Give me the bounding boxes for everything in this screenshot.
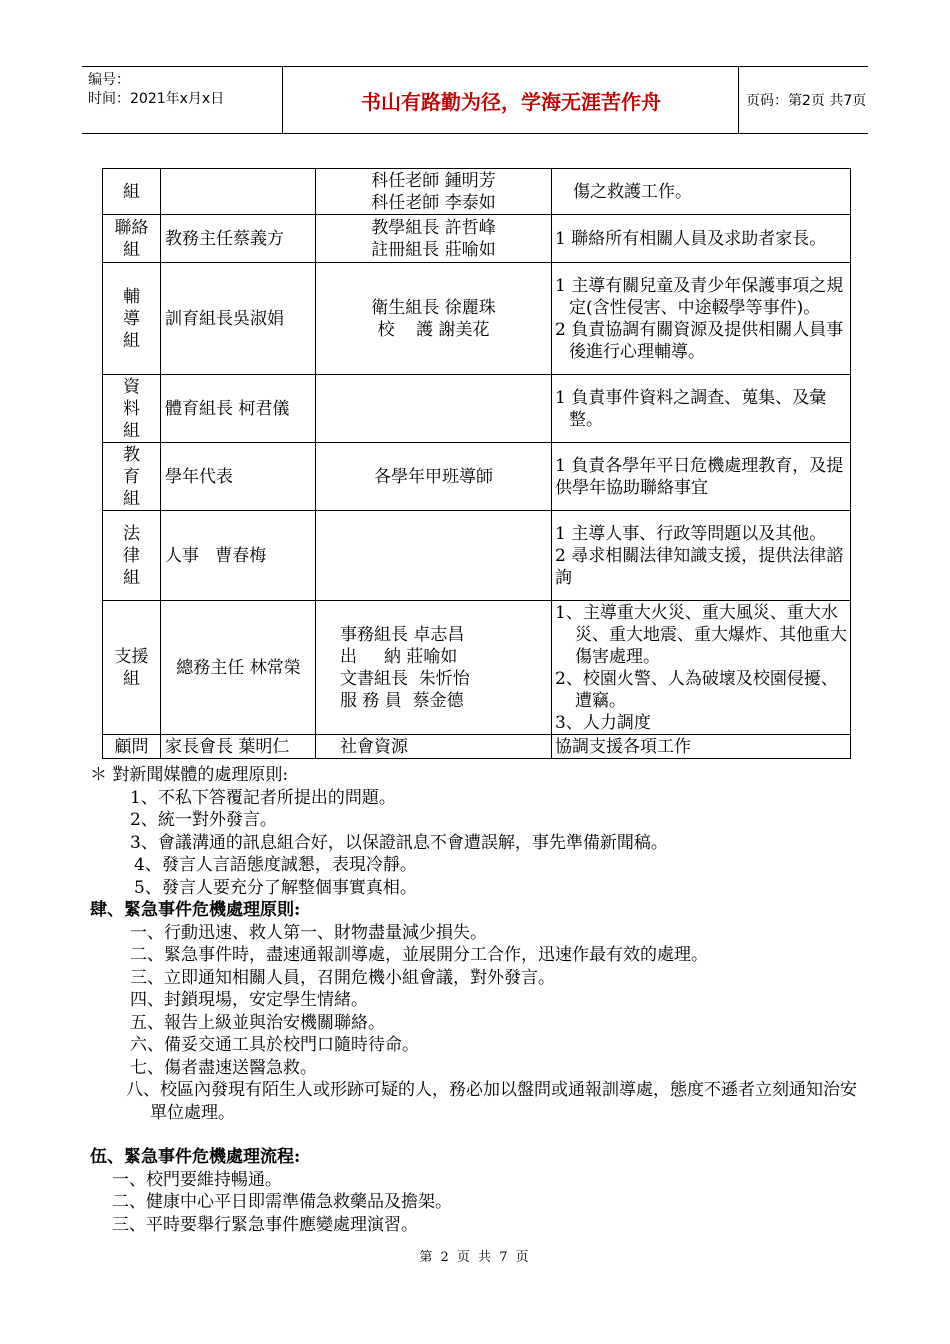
table-row [103, 169, 851, 215]
media-item: 2、統一對外發言。 [130, 810, 277, 830]
page-footer: 第 2 页 共 7 页 [419, 1250, 531, 1265]
members-cell [316, 375, 552, 443]
section4-item: 五、報告上級並與治安機關聯絡。 [130, 1012, 385, 1033]
table-row [103, 443, 851, 511]
group-cell [103, 443, 161, 511]
number-label: 编号： [88, 72, 130, 88]
duty: 1 負責各學年平日危機處理教育，及提供學年協助聯絡事宜 [555, 455, 844, 498]
duty: 2、校園火警、人為破壞及校園侵擾、遭竊。 [555, 668, 838, 711]
table-row [103, 375, 851, 443]
group-label: 資料組 [123, 376, 140, 441]
duties-cell [552, 443, 851, 511]
duty: 1 主導人事、行政等問題以及其他。 [555, 523, 827, 544]
member: 教學組長 許哲峰 [371, 217, 496, 238]
members-cell: 各學年甲班導師 [316, 443, 552, 511]
group-cell: 顧問 [103, 735, 161, 759]
header-motto: 书山有路勤为径，学海无涯苦作舟 [361, 89, 661, 114]
section4-item: 二、緊急事件時，盡速通報訓導處，並展開分工合作，迅速作最有效的處理。 [130, 945, 708, 965]
leader-cell: 家長會長 葉明仁 [161, 735, 316, 759]
header-divider [282, 67, 283, 133]
media-item: 4、發言人言語態度誠懇，表現冷靜。 [134, 855, 417, 875]
member: 出 納 莊喻如 [340, 646, 458, 667]
table-row [103, 263, 851, 375]
group-cell [103, 215, 161, 263]
crisis-team-table [102, 168, 851, 759]
duties-cell [552, 263, 851, 375]
leader-cell: 體育組長 柯君儀 [161, 375, 316, 443]
section5-item: 二、健康中心平日即需準備急救藥品及擔架。 [112, 1192, 452, 1212]
duty: 2 尋求相關法律知識支援，提供法律諮詢 [555, 545, 844, 588]
member: 註冊組長 莊喻如 [371, 239, 496, 260]
section4-item: 八、校區內發現有陌生人或形跡可疑的人，務必加以盤問或通報訓導處，態度不遜者立刻通知治安單位處理。 [126, 1080, 857, 1123]
group-label: 支援組 [114, 646, 149, 689]
table-row [103, 215, 851, 263]
document-body [90, 764, 860, 1236]
group-cell [103, 601, 161, 735]
media-item: 3、會議溝通的訊息組合好，以保證訊息不會遭誤解，事先準備新聞稿。 [130, 832, 668, 853]
leader-cell: 人事 曹春梅 [161, 511, 316, 601]
header-meta [88, 71, 282, 109]
leader-cell: 總務主任 林常榮 [161, 601, 316, 735]
duties-cell [552, 735, 851, 759]
duties-cell [552, 169, 851, 215]
member: 科任老師 鍾明芳 [371, 170, 496, 191]
member: 文書組長 朱忻怡 [340, 668, 470, 689]
members-cell: 社會資源 [316, 735, 552, 759]
member: 科任老師 李泰如 [371, 192, 496, 213]
media-title: ＊ 對新聞媒體的處理原則: [90, 765, 289, 785]
duties-cell [552, 511, 851, 601]
group-label: 教育組 [123, 444, 140, 509]
section5-title: 伍、緊急事件危機處理流程: [90, 1147, 301, 1167]
group-cell [103, 511, 161, 601]
duty: 1 負責事件資料之調查、蒐集、及彙整。 [555, 387, 827, 430]
leader-cell: 訓育組長吳淑娟 [161, 263, 316, 375]
duty: 3、人力調度 [555, 712, 651, 733]
table-row [103, 735, 851, 759]
duties-cell [552, 215, 851, 263]
section4-item: 一、行動迅速、救人第一、財物盡量減少損失。 [130, 922, 487, 943]
header-divider [738, 67, 739, 133]
duty: 協調支援各項工作 [555, 736, 691, 757]
group-label: 輔導組 [123, 286, 140, 351]
header-page-label: 页码：第2页 共7页 [746, 93, 867, 109]
member: 校 護 謝美花 [377, 319, 490, 340]
group-label: 法律組 [123, 523, 140, 588]
group-cell: 組 [103, 169, 161, 215]
section4-item: 七、傷者盡速送醫急救。 [130, 1057, 317, 1078]
member: 服 務 員 蔡金德 [340, 690, 464, 711]
table-row [103, 601, 851, 735]
member: 衛生組長 徐麗珠 [371, 297, 496, 318]
duty: 傷之救護工作。 [573, 181, 692, 202]
date-label: 时间：2021年x月x日 [88, 91, 225, 107]
members-cell [316, 263, 552, 375]
members-cell [316, 169, 552, 215]
group-cell [103, 263, 161, 375]
group-label: 聯絡組 [114, 217, 149, 260]
duties-cell [552, 601, 851, 735]
spacer [90, 1124, 860, 1146]
members-cell [316, 511, 552, 601]
duty: 1 聯絡所有相關人員及求助者家長。 [555, 228, 827, 249]
duty: 1 主導有關兒童及青少年保護事項之規定(含性侵害、中途輟學等事件)。 [555, 275, 844, 318]
leader-cell: 教務主任蔡義方 [161, 215, 316, 263]
group-cell [103, 375, 161, 443]
section5-item: 一、校門要維持暢通。 [112, 1169, 282, 1190]
page-header [82, 66, 868, 134]
section5-item: 三、平時要舉行緊急事件應變處理演習。 [112, 1214, 418, 1235]
members-cell [316, 601, 552, 735]
duty: 1、主導重大火災、重大風災、重大水災、重大地震、重大爆炸、其他重大傷害處理。 [555, 602, 847, 667]
media-item: 1、不私下答覆記者所提出的問題。 [130, 787, 396, 808]
table-row [103, 511, 851, 601]
section4-title: 肆、緊急事件危機處理原則: [90, 900, 301, 920]
section4-item: 四、封鎖現場，安定學生情緒。 [130, 990, 368, 1010]
duties-cell [552, 375, 851, 443]
leader-cell [161, 169, 316, 215]
members-cell [316, 215, 552, 263]
leader-cell: 學年代表 [161, 443, 316, 511]
section4-item: 六、備妥交通工具於校門口隨時待命。 [130, 1035, 419, 1055]
media-item: 5、發言人要充分了解整個事實真相。 [134, 877, 417, 898]
member: 事務組長 卓志昌 [340, 624, 465, 645]
duty: 2 負責協調有關資源及提供相關人員事後進行心理輔導。 [555, 319, 844, 362]
section4-item: 三、立即通知相關人員，召開危機小組會議，對外發言。 [130, 967, 555, 988]
